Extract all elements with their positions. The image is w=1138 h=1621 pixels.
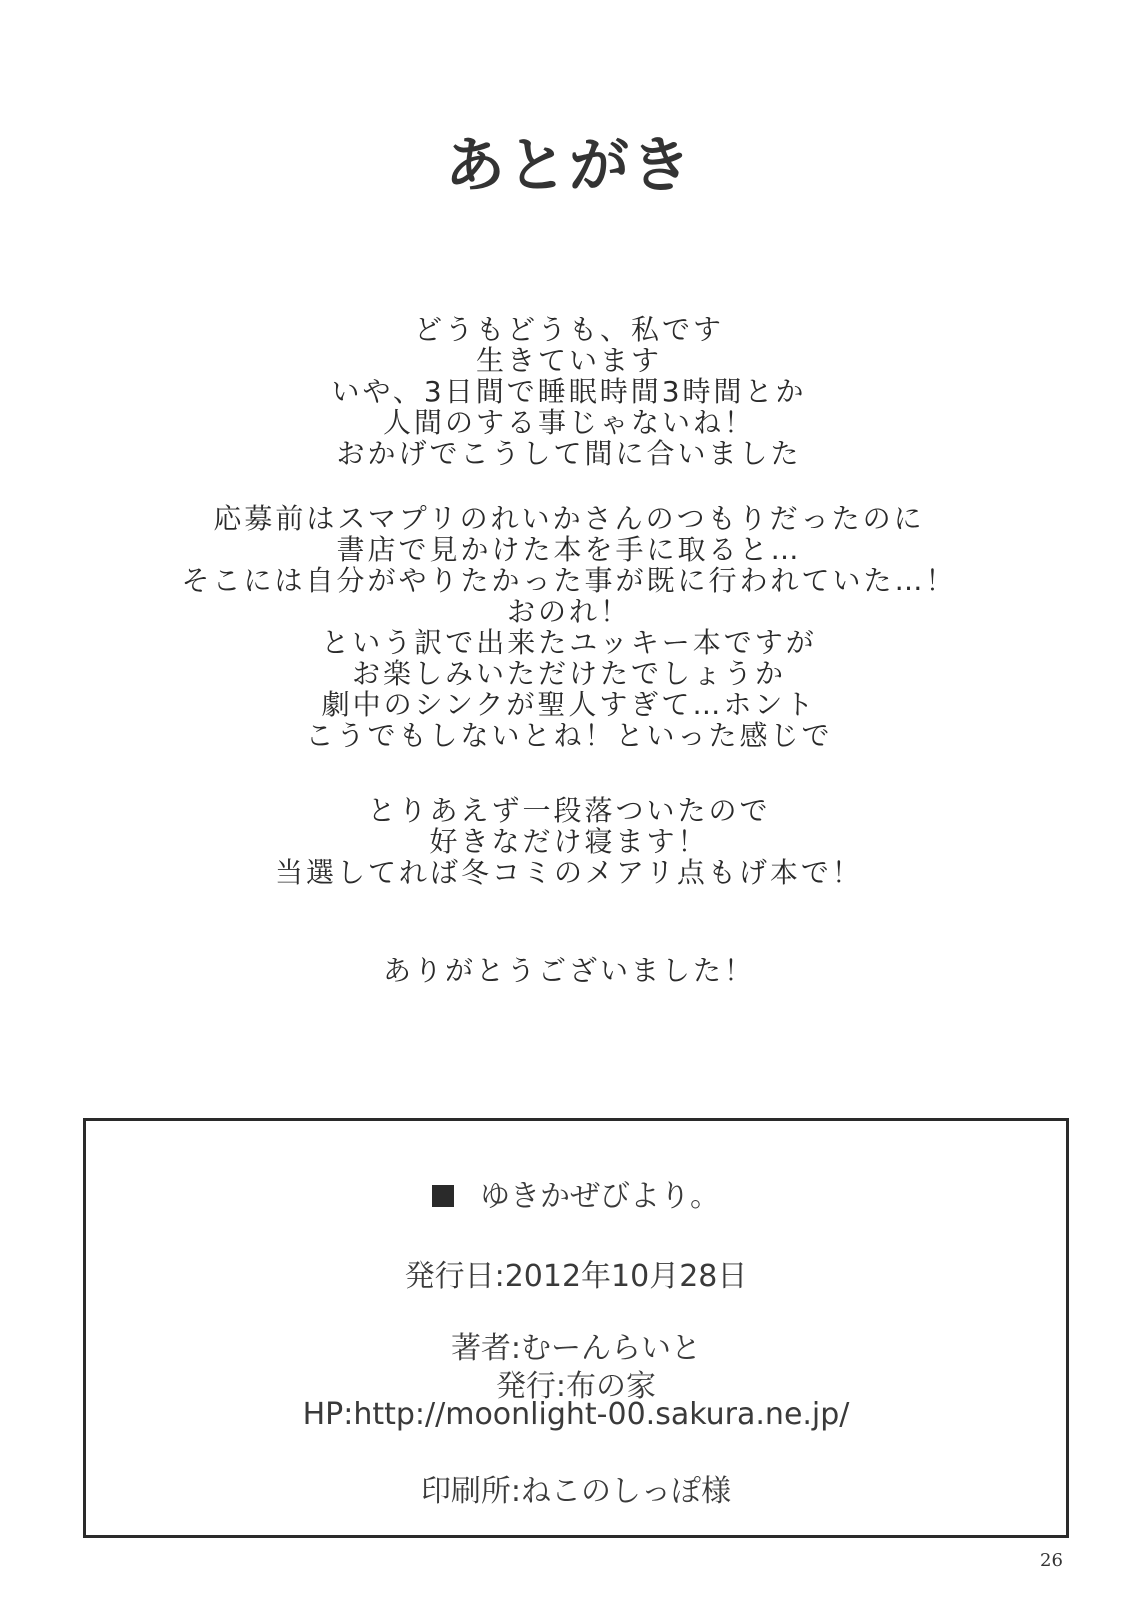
text-line: おのれ！ [506,595,631,628]
text-line: 好きなだけ寝ます！ [429,825,709,858]
text-line: おかげでこうして間に合いました [336,437,802,470]
text-line: 生きています [475,344,662,377]
afterword-paragraph-1 [0,314,1138,469]
text-line: という訳で出来たユッキー本ですが [321,626,817,659]
text-line: 当選してれば冬コミのメアリ点もげ本で！ [275,856,863,889]
issue-date: 発行日:2012年10月28日 [404,1259,748,1294]
book-title-row [86,1171,1066,1215]
afterword-closing [0,955,1138,986]
text-line: ありがとうございました！ [382,954,755,987]
text-line: 劇中のシンクが聖人すぎて…ホント [321,688,817,721]
text-line: こうでもしないとね！といった感じで [305,719,833,752]
page-number: 26 [1040,1550,1063,1571]
text-line: 人間のする事じゃないね！ [382,406,755,439]
text-line: いや、3日間で睡眠時間3時間とか [331,375,807,408]
page-title: あとがき [445,131,693,201]
text-line: どうもどうも、私です [413,313,724,346]
publisher: 発行:布の家 [495,1369,657,1404]
book-title: ゆきかぜびより。 [480,1179,720,1214]
homepage-url: HP:http://moonlight-00.sakura.ne.jp/ [302,1397,850,1432]
text-line: 応募前はスマプリのれいかさんのつもりだったのに [213,502,925,535]
text-line: とりあえず一段落ついたので [367,794,771,827]
printer: 印刷所:ねこのしっぽ様 [420,1474,732,1509]
afterword-paragraph-3 [0,795,1138,888]
text-line: お楽しみいただけたでしょうか [351,657,786,690]
text-line: そこには自分がやりたかった事が既に行われていた…！ [181,564,957,597]
colophon-box [83,1118,1069,1538]
text-line: 書店で見かけた本を手に取ると… [336,533,802,566]
black-square-icon [432,1185,454,1207]
author: 著者:むーんらいと [450,1331,702,1366]
afterword-paragraph-2 [0,503,1138,751]
